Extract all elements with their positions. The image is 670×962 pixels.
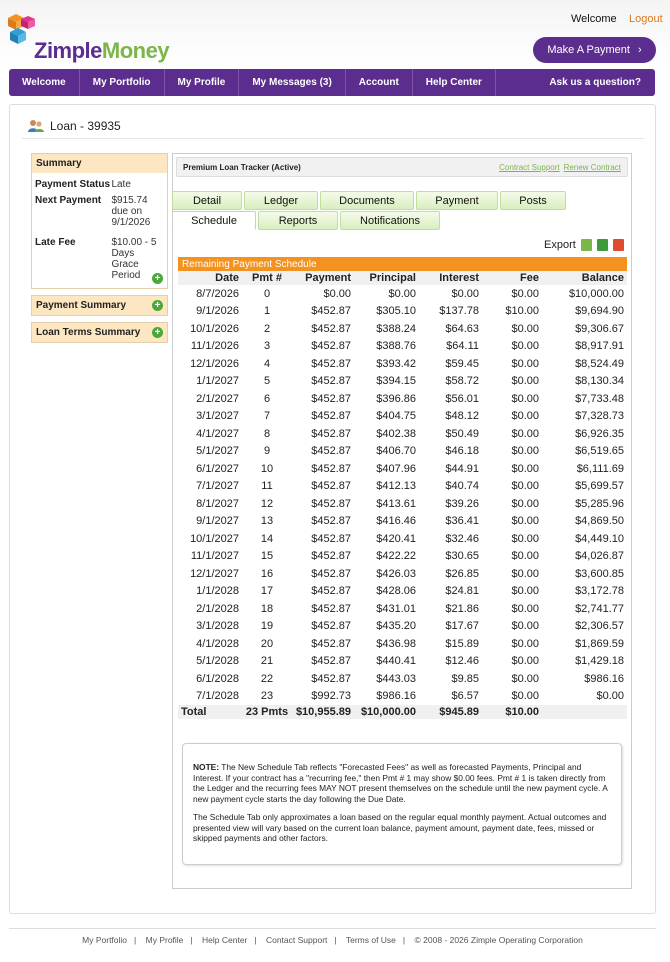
table-cell: 4/1/2027: [196, 427, 239, 440]
table-row: [178, 653, 627, 671]
table-cell: $452.87: [311, 620, 351, 633]
table-cell: $6,519.65: [575, 445, 624, 458]
table-cell: $404.75: [376, 410, 416, 423]
table-row: [178, 460, 627, 478]
table-cell: $388.24: [376, 322, 416, 335]
table-cell: $452.87: [311, 480, 351, 493]
table-cell: $0.00: [511, 427, 539, 440]
nav-help-center[interactable]: Help Center: [413, 69, 496, 96]
expand-loan-terms-icon[interactable]: +: [152, 327, 163, 338]
table-cell: 12/1/2026: [190, 357, 239, 370]
table-cell: 19: [260, 620, 274, 633]
col-payment: Payment: [292, 271, 354, 285]
table-cell: $0.00: [511, 375, 539, 388]
users-icon: [28, 119, 44, 133]
table-cell: $0.00: [511, 357, 539, 370]
table-cell: $452.87: [311, 550, 351, 563]
table-cell: 1: [263, 305, 271, 318]
table-cell: 13: [260, 515, 274, 528]
welcome-text: Welcome: [571, 13, 617, 25]
table-cell: $0.00: [511, 287, 539, 300]
table-cell: 8/7/2026: [196, 287, 239, 300]
table-row: [178, 303, 627, 321]
table-cell: 7/1/2027: [196, 480, 239, 493]
table-cell: $0.00: [511, 340, 539, 353]
table-cell: $416.46: [376, 515, 416, 528]
chevron-right-icon: ›: [637, 44, 642, 56]
table-cell: $8,130.34: [575, 375, 624, 388]
table-cell: $0.00: [511, 655, 539, 668]
table-row: [178, 443, 627, 461]
table-cell: $452.87: [311, 322, 351, 335]
table-cell: $64.11: [446, 340, 479, 353]
table-row: [178, 635, 627, 653]
table-row: [178, 513, 627, 531]
tab-posts[interactable]: Posts: [500, 191, 566, 210]
summary-label: Payment Status: [35, 179, 111, 190]
table-cell: $452.87: [311, 357, 351, 370]
table-cell: 23: [260, 690, 274, 703]
table-cell: $0.00: [511, 690, 539, 703]
table-cell: $6,111.69: [576, 462, 624, 475]
table-row: [178, 338, 627, 356]
table-cell: $452.87: [311, 462, 351, 475]
table-cell: $7,328.73: [575, 410, 624, 423]
table-cell: $0.00: [511, 602, 539, 615]
table-cell: 5/1/2027: [196, 445, 239, 458]
table-cell: 3: [263, 340, 271, 353]
table-row: [178, 530, 627, 548]
table-cell: 10: [260, 462, 274, 475]
table-cell: $2,741.77: [575, 602, 624, 615]
table-cell: $0.00: [511, 322, 539, 335]
table-cell: $452.87: [311, 497, 351, 510]
table-cell: $0.00: [511, 392, 539, 405]
table-cell: $0.00: [511, 567, 539, 580]
footer-link-terms[interactable]: Terms of Use: [345, 935, 396, 945]
table-cell: $452.87: [311, 392, 351, 405]
table-cell: $406.70: [376, 445, 416, 458]
footer: My Portfolio | My Profile | Help Center | Contact Support | Terms of Use | © 2008 - 2026 Zimple Operating Corporation: [9, 928, 656, 945]
export-label: Export: [544, 239, 576, 251]
table-cell: $440.41: [376, 655, 416, 668]
summary-value: $915.74 due on 9/1/2026: [111, 195, 151, 228]
total-cell: $945.89: [419, 705, 482, 719]
table-cell: 4: [263, 357, 271, 370]
table-cell: $992.73: [311, 690, 351, 703]
nav-my-messages[interactable]: My Messages (3): [239, 69, 345, 96]
table-cell: $452.87: [311, 375, 351, 388]
col-principal: Principal: [354, 271, 419, 285]
table-row: [178, 285, 627, 303]
table-cell: $452.87: [311, 672, 351, 685]
summary-value: $10.00 - 5 Days Grace Period: [111, 237, 157, 281]
table-row: [178, 548, 627, 566]
table-cell: $21.86: [445, 602, 479, 615]
table-cell: $452.87: [311, 427, 351, 440]
table-cell: 5: [263, 375, 271, 388]
table-cell: $0.00: [511, 480, 539, 493]
table-row: [178, 688, 627, 706]
payment-summary-title: Payment Summary: [36, 300, 127, 311]
table-cell: 22: [260, 672, 274, 685]
table-cell: 2: [263, 322, 271, 335]
main-nav: [9, 69, 655, 96]
table-cell: $396.86: [376, 392, 416, 405]
table-row: [178, 408, 627, 426]
table-cell: $12.46: [445, 655, 479, 668]
print-icon[interactable]: [581, 239, 592, 251]
table-cell: $0.00: [511, 497, 539, 510]
col-balance: Balance: [542, 271, 627, 285]
table-cell: $0.00: [511, 585, 539, 598]
table-cell: $30.65: [445, 550, 479, 563]
table-cell: 1/1/2028: [196, 585, 239, 598]
table-cell: $48.12: [445, 410, 479, 423]
table-cell: $452.87: [311, 410, 351, 423]
table-cell: $452.87: [311, 567, 351, 580]
table-cell: $452.87: [311, 637, 351, 650]
table-cell: $8,917.91: [575, 340, 624, 353]
table-row: [178, 618, 627, 636]
table-row: [178, 478, 627, 496]
table-cell: $0.00: [511, 672, 539, 685]
loan-terms-summary-title: Loan Terms Summary: [36, 327, 141, 338]
table-cell: $0.00: [511, 532, 539, 545]
table-cell: 10/1/2027: [190, 532, 239, 545]
table-row: [178, 355, 627, 373]
table-cell: $4,026.87: [575, 550, 624, 563]
table-cell: $0.00: [511, 550, 539, 563]
table-row: [178, 390, 627, 408]
table-cell: $431.01: [376, 602, 416, 615]
expand-summary-icon[interactable]: +: [152, 273, 163, 284]
table-cell: $452.87: [311, 655, 351, 668]
schedule-title: Remaining Payment Schedule: [178, 257, 627, 271]
ask-question-link[interactable]: Ask us a question?: [549, 77, 641, 88]
table-cell: $452.87: [311, 515, 351, 528]
make-payment-button[interactable]: [533, 37, 656, 63]
table-cell: 6: [263, 392, 271, 405]
table-cell: $7,733.48: [575, 392, 624, 405]
table-cell: $2,306.57: [575, 620, 624, 633]
table-row: [178, 600, 627, 618]
footer-link-profile[interactable]: My Profile: [145, 935, 184, 945]
table-cell: $0.00: [511, 515, 539, 528]
table-cell: 7: [263, 410, 271, 423]
table-cell: 9/1/2027: [196, 515, 239, 528]
table-cell: $39.26: [445, 497, 479, 510]
logo-text: ZimpleMoney: [34, 38, 170, 63]
nav-my-portfolio[interactable]: My Portfolio: [80, 69, 165, 96]
table-cell: $413.61: [376, 497, 416, 510]
nav-account[interactable]: Account: [346, 69, 413, 96]
tab-schedule[interactable]: Schedule: [172, 211, 256, 230]
schedule-header-row: [178, 271, 627, 285]
total-cell: $10,000.00: [354, 705, 419, 719]
table-cell: $0.00: [323, 287, 351, 300]
footer-link-help[interactable]: Help Center: [202, 935, 248, 945]
table-cell: $0.00: [511, 637, 539, 650]
table-cell: $428.06: [376, 585, 416, 598]
table-cell: $412.13: [376, 480, 416, 493]
table-cell: $32.46: [445, 532, 479, 545]
contract-support-link[interactable]: Contract Support: [499, 162, 560, 172]
table-cell: $137.78: [439, 305, 479, 318]
loan-tracker-bar: [176, 157, 628, 177]
note-label: NOTE:: [193, 762, 220, 772]
table-cell: $6,926.35: [575, 427, 624, 440]
table-cell: $46.18: [445, 445, 479, 458]
table-cell: 9: [263, 445, 271, 458]
total-cell: $10,955.89: [292, 705, 354, 719]
summary-box: [31, 153, 168, 289]
table-cell: $452.87: [311, 602, 351, 615]
table-cell: $15.89: [445, 637, 479, 650]
table-cell: $388.76: [376, 340, 416, 353]
table-cell: $394.15: [376, 375, 416, 388]
table-cell: $26.85: [445, 567, 479, 580]
col-pmt: Pmt #: [242, 271, 292, 285]
table-cell: 4/1/2028: [196, 637, 239, 650]
table-cell: $4,449.10: [575, 532, 624, 545]
table-cell: $56.01: [445, 392, 479, 405]
total-cell: [542, 705, 627, 719]
table-row: [178, 670, 627, 688]
table-cell: $44.91: [445, 462, 479, 475]
tab-documents[interactable]: Documents: [320, 191, 414, 210]
schedule-total-row: [178, 705, 627, 719]
schedule-note: [182, 743, 622, 865]
table-cell: $6.57: [451, 690, 479, 703]
table-cell: $17.67: [445, 620, 479, 633]
payment-summary-panel[interactable]: [31, 295, 168, 316]
table-cell: 14: [260, 532, 274, 545]
table-cell: 5/1/2028: [196, 655, 239, 668]
table-cell: $435.20: [376, 620, 416, 633]
table-cell: 17: [260, 585, 274, 598]
table-cell: $402.38: [376, 427, 416, 440]
table-cell: 8: [263, 427, 271, 440]
tab-ledger[interactable]: Ledger: [244, 191, 318, 210]
table-cell: 6/1/2028: [196, 672, 239, 685]
table-cell: 16: [260, 567, 274, 580]
table-cell: 15: [260, 550, 274, 563]
tab-notifications[interactable]: Notifications: [340, 211, 440, 230]
table-cell: $1,869.59: [575, 637, 624, 650]
footer-link-contact[interactable]: Contact Support: [265, 935, 328, 945]
renew-contract-link[interactable]: Renew Contract: [563, 162, 621, 172]
table-cell: $0.00: [388, 287, 416, 300]
table-cell: $5,699.57: [575, 480, 624, 493]
table-cell: 1/1/2027: [196, 375, 239, 388]
table-cell: $422.22: [376, 550, 416, 563]
table-cell: $443.03: [376, 672, 416, 685]
table-row: [178, 425, 627, 443]
table-cell: $10,000.00: [568, 287, 624, 300]
table-cell: $24.81: [445, 585, 479, 598]
table-cell: 10/1/2026: [190, 322, 239, 335]
table-cell: $40.74: [445, 480, 479, 493]
logout-link[interactable]: Logout: [629, 13, 663, 25]
excel-icon[interactable]: [597, 239, 608, 251]
tab-reports[interactable]: Reports: [258, 211, 338, 230]
table-cell: $59.45: [445, 357, 479, 370]
table-cell: 0: [263, 287, 271, 300]
header: [0, 0, 670, 68]
note-paragraph-2: The Schedule Tab only approximates a loan based on the regular equal monthly payment. Actual outcomes and presented view will vary based on the current loan balance, payment amount, payment date, fees, missed or skipped payments and other factors.: [193, 812, 607, 843]
total-cell: Total: [178, 705, 242, 719]
table-cell: $36.41: [445, 515, 479, 528]
col-interest: Interest: [419, 271, 482, 285]
loan-terms-summary-header: [32, 323, 167, 342]
table-cell: 2/1/2027: [196, 392, 239, 405]
pdf-icon[interactable]: [613, 239, 624, 251]
table-cell: $407.96: [376, 462, 416, 475]
table-row: [178, 583, 627, 601]
table-cell: $0.00: [596, 690, 624, 703]
table-cell: 21: [260, 655, 274, 668]
table-cell: 11/1/2027: [190, 550, 239, 563]
summary-row-payment-status: [32, 173, 167, 192]
table-cell: $452.87: [311, 445, 351, 458]
make-payment-label: Make A Payment: [547, 44, 630, 56]
sidebar: [31, 153, 168, 343]
loan-terms-summary-panel[interactable]: [31, 322, 168, 343]
tab-payment[interactable]: Payment: [416, 191, 498, 210]
table-cell: 6/1/2027: [196, 462, 239, 475]
table-cell: $1,429.18: [575, 655, 624, 668]
footer-link-portfolio[interactable]: My Portfolio: [82, 935, 128, 945]
table-cell: 2/1/2028: [196, 602, 239, 615]
payment-summary-header: [32, 296, 167, 315]
table-cell: $0.00: [451, 287, 479, 300]
zimple-money-logo[interactable]: [8, 12, 170, 64]
table-cell: 20: [260, 637, 274, 650]
table-cell: $393.42: [376, 357, 416, 370]
loan-header: [22, 114, 644, 139]
nav-my-profile[interactable]: My Profile: [165, 69, 240, 96]
summary-row-next-payment: [32, 192, 167, 234]
nav-welcome[interactable]: Welcome: [9, 69, 80, 96]
table-cell: $3,172.78: [575, 585, 624, 598]
tracker-title: Premium Loan Tracker (Active): [183, 162, 301, 172]
table-cell: $8,524.49: [575, 357, 624, 370]
table-cell: $452.87: [311, 305, 351, 318]
table-cell: $0.00: [511, 462, 539, 475]
col-date: Date: [178, 271, 242, 285]
table-cell: 3/1/2027: [196, 410, 239, 423]
table-cell: $452.87: [311, 585, 351, 598]
table-row: [178, 495, 627, 513]
table-cell: $0.00: [511, 620, 539, 633]
note-paragraph-1: [193, 762, 611, 804]
table-cell: $10.00: [505, 305, 539, 318]
summary-value: Late: [111, 179, 131, 190]
table-cell: 11: [261, 480, 273, 493]
table-cell: $9,694.90: [575, 305, 624, 318]
table-cell: $420.41: [376, 532, 416, 545]
summary-label: Late Fee: [35, 237, 76, 248]
loan-title: Loan - 39935: [50, 119, 121, 133]
table-cell: 7/1/2028: [196, 690, 239, 703]
summary-header: [32, 154, 167, 173]
table-cell: $5,285.96: [575, 497, 624, 510]
table-cell: 9/1/2026: [196, 305, 239, 318]
table-cell: $58.72: [445, 375, 479, 388]
table-cell: 18: [260, 602, 274, 615]
summary-label: Next Payment: [35, 195, 102, 206]
summary-row-late-fee: [32, 234, 167, 281]
table-cell: $436.98: [376, 637, 416, 650]
table-cell: $426.03: [376, 567, 416, 580]
table-cell: $986.16: [584, 672, 624, 685]
table-cell: $452.87: [311, 340, 351, 353]
table-cell: $64.63: [445, 322, 479, 335]
table-cell: $3,600.85: [575, 567, 624, 580]
summary-title: Summary: [36, 158, 82, 169]
table-cell: $4,869.50: [575, 515, 624, 528]
table-cell: $305.10: [376, 305, 416, 318]
footer-copyright: © 2008 - 2026 Zimple Operating Corporation: [414, 935, 583, 945]
table-cell: 11/1/2026: [190, 340, 239, 353]
table-cell: $0.00: [511, 445, 539, 458]
schedule-table: [178, 271, 627, 719]
expand-payment-summary-icon[interactable]: +: [152, 300, 163, 311]
export-bar: [544, 239, 624, 251]
table-cell: $9,306.67: [575, 322, 624, 335]
table-row: [178, 373, 627, 391]
table-cell: 12/1/2027: [190, 567, 239, 580]
total-cell: $10.00: [482, 705, 542, 719]
table-cell: $9.85: [451, 672, 479, 685]
table-cell: 12: [260, 497, 274, 510]
table-row: [178, 565, 627, 583]
table-cell: $0.00: [511, 410, 539, 423]
table-cell: $50.49: [445, 427, 479, 440]
note-text-1: The New Schedule Tab reflects "Forecasted Fees" as well as forecasted Payments, Principal and Interest. If your contract has a "recurring fee," then Pmt # 1 may show $0.00 fees. Pmt # 1 is taken directly from the Ledger and the recurring fees MAY NOT present themselves on the schedule until the new payment cycle. A new payment cycle starts the day following the Due Date.: [193, 762, 608, 804]
table-cell: 3/1/2028: [196, 620, 239, 633]
table-cell: 8/1/2027: [196, 497, 239, 510]
table-row: [178, 320, 627, 338]
table-cell: $986.16: [376, 690, 416, 703]
table-cell: $452.87: [311, 532, 351, 545]
tab-detail[interactable]: Detail: [172, 191, 242, 210]
total-cell: 23 Pmts: [242, 705, 292, 719]
col-fee: Fee: [482, 271, 542, 285]
